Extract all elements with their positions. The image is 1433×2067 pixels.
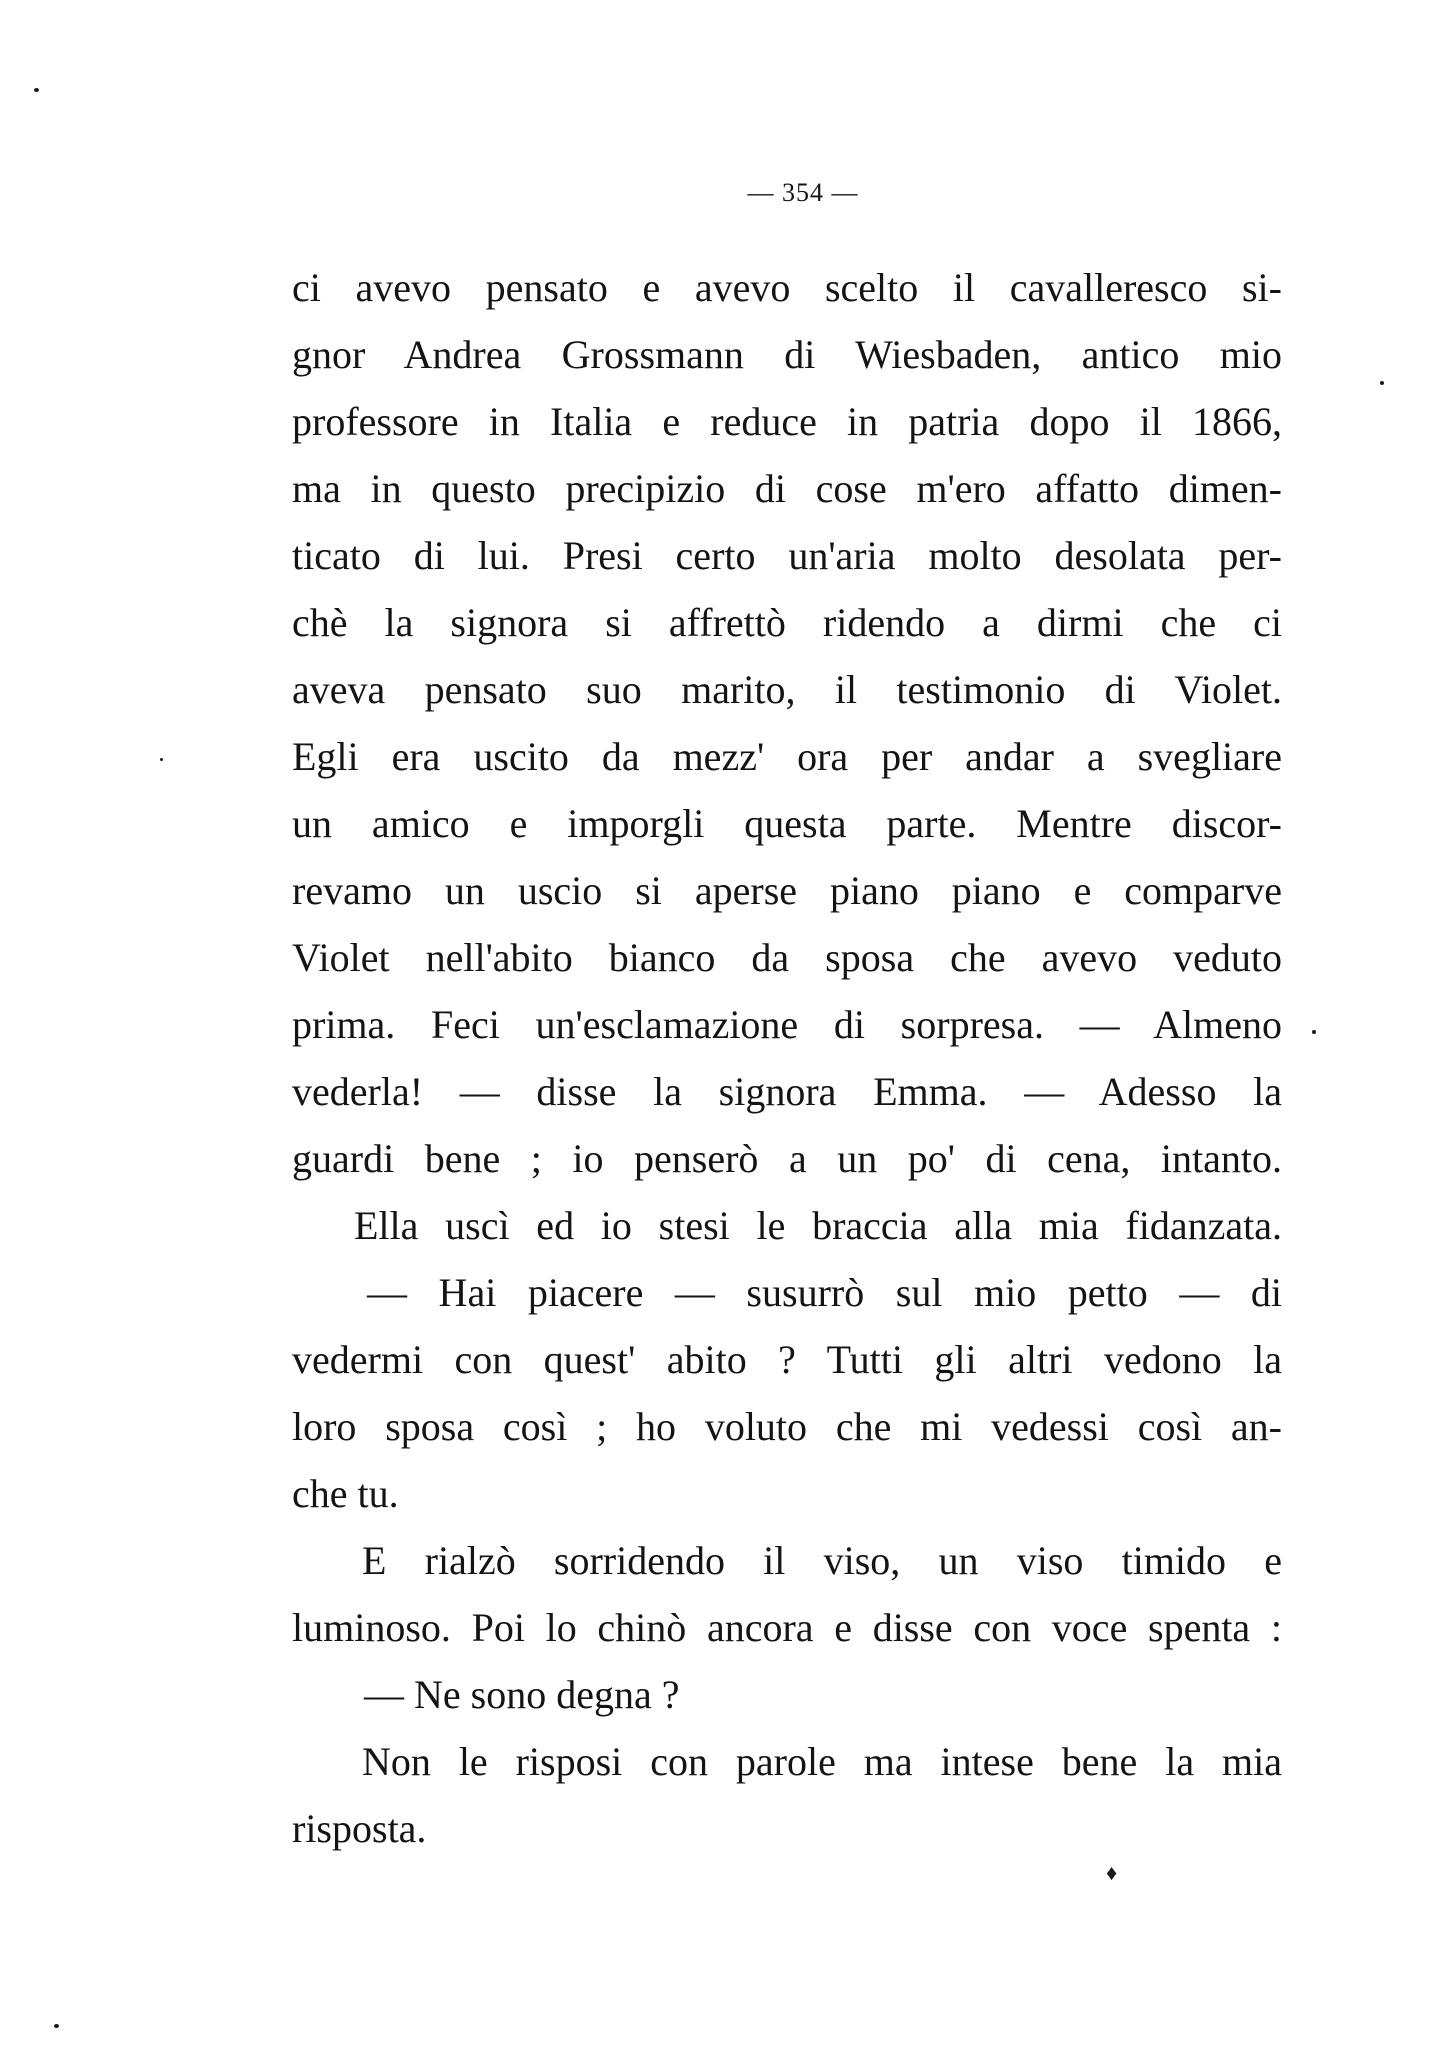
text-line: — Hai piacere — susurrò sul mio petto — di <box>367 1270 1282 1315</box>
text-line: luminoso. Poi lo chinò ancora e disse con voce spenta : <box>292 1605 1282 1650</box>
text-line: Non le risposi con parole ma intese bene la mia <box>362 1739 1282 1784</box>
text-line: guardi bene ; io penserò a un po' di cena, intanto. <box>292 1136 1282 1181</box>
text-line: loro sposa così ; ho voluto che mi vedessi così an- <box>292 1404 1282 1449</box>
text-line: vederla! — disse la signora Emma. — Adesso la <box>292 1069 1282 1114</box>
scan-speck <box>1312 1030 1316 1034</box>
text-line: gnor Andrea Grossmann di Wiesbaden, antico mio <box>292 332 1282 377</box>
page-number: — 354 — <box>747 178 859 207</box>
text-line: Violet nell'abito bianco da sposa che avevo veduto <box>292 935 1282 980</box>
scan-speck <box>160 758 163 761</box>
text-line: professore in Italia e reduce in patria dopo il 1866, <box>292 399 1282 444</box>
text-line: ticato di lui. Presi certo un'aria molto desolata per- <box>292 533 1282 578</box>
text-line: Egli era uscito da mezz' ora per andar a svegliare <box>292 734 1282 779</box>
scan-speck <box>54 2024 59 2028</box>
scan-speck <box>34 88 39 92</box>
text-line: che tu. <box>292 1471 399 1516</box>
scan-speck <box>1380 381 1384 385</box>
text-line: E rialzò sorridendo il viso, un viso timido e <box>362 1538 1282 1583</box>
text-line: risposta. <box>292 1806 427 1851</box>
ornament-mark: ♦ <box>1106 1860 1118 1885</box>
text-line: chè la signora si affrettò ridendo a dirmi che ci <box>292 600 1282 645</box>
text-line: vedermi con quest' abito ? Tutti gli altri vedono la <box>292 1337 1282 1382</box>
text-line: ci avevo pensato e avevo scelto il cavalleresco si- <box>292 265 1282 310</box>
text-line: aveva pensato suo marito, il testimonio di Violet. <box>292 667 1282 712</box>
text-line: un amico e imporgli questa parte. Mentre discor- <box>292 801 1282 846</box>
text-line: revamo un uscio si aperse piano piano e comparve <box>292 868 1282 913</box>
text-line: — Ne sono degna ? <box>364 1672 680 1717</box>
text-line: Ella uscì ed io stesi le braccia alla mia fidanzata. <box>354 1203 1282 1248</box>
body-text <box>292 254 1282 1862</box>
text-line: prima. Feci un'esclamazione di sorpresa. — Almeno <box>292 1002 1282 1047</box>
text-line: ma in questo precipizio di cose m'ero affatto dimen- <box>292 466 1282 511</box>
